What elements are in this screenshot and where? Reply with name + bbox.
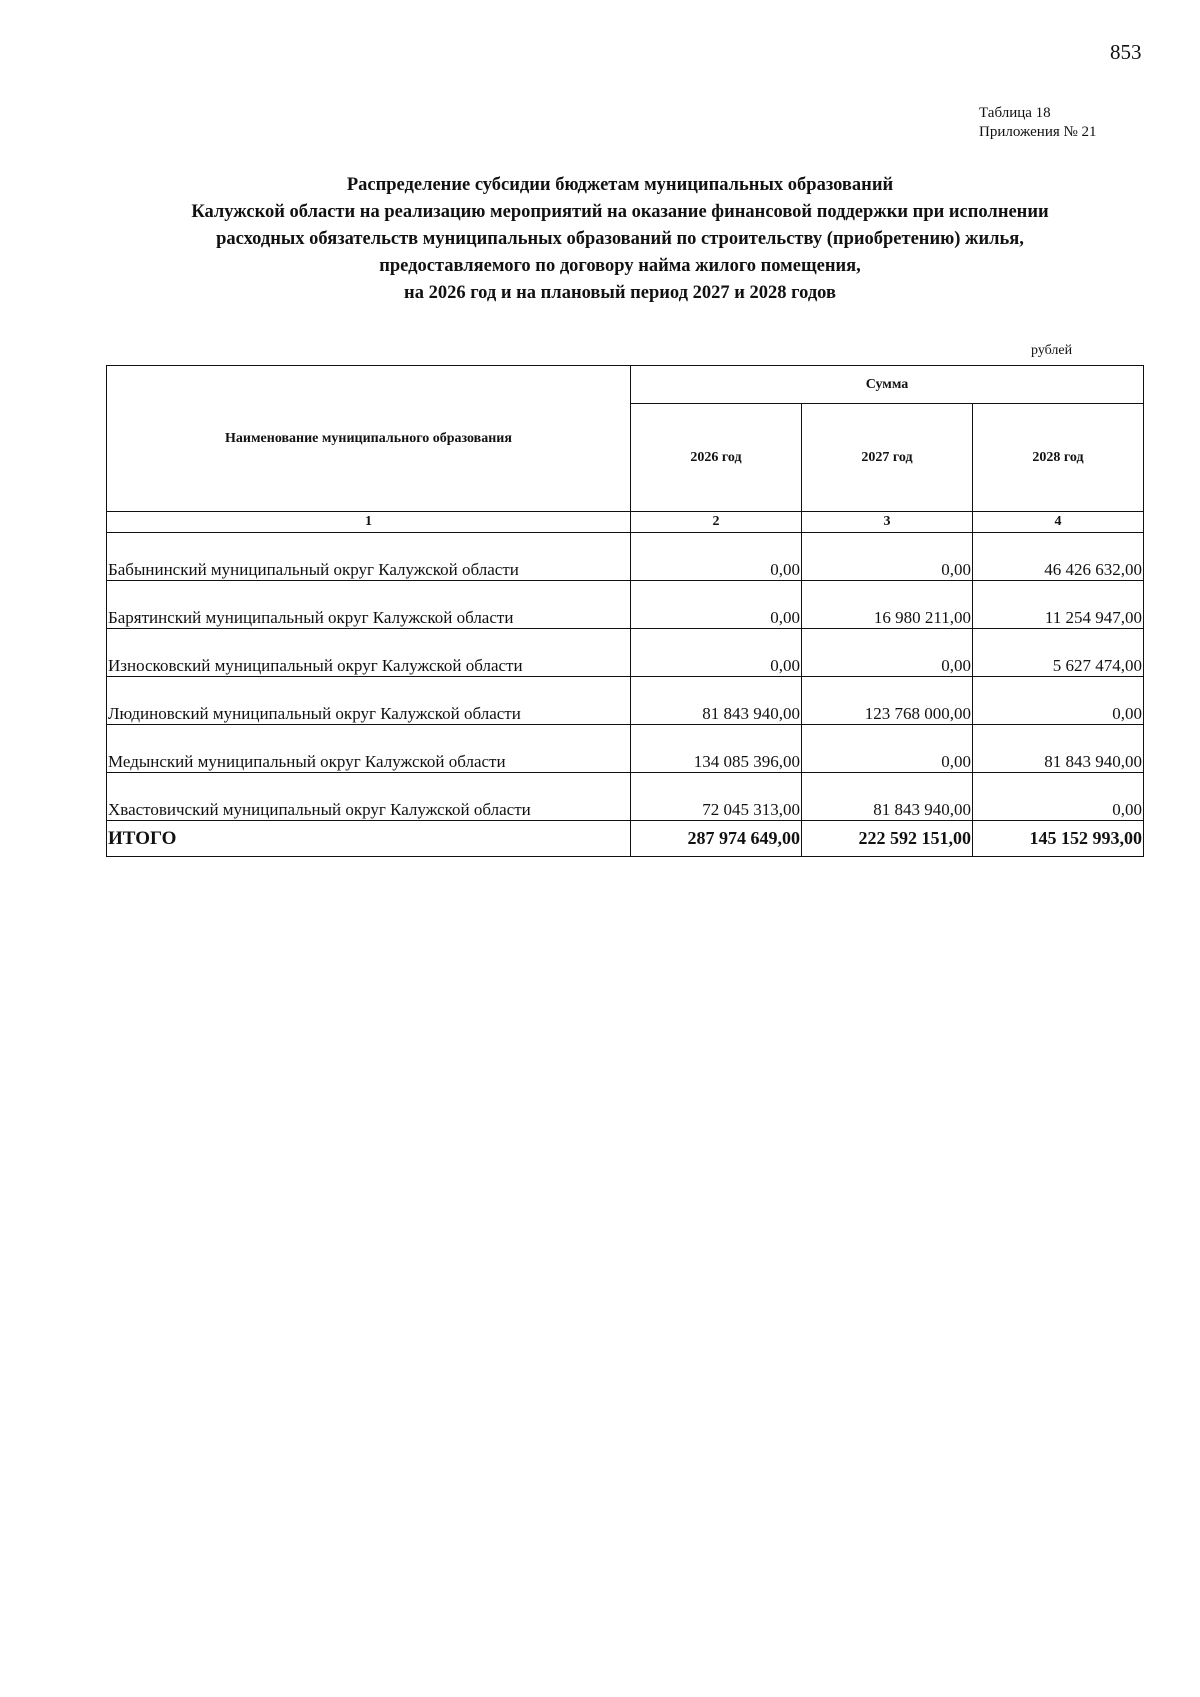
municipality-name: Медынский муниципальный округ Калужской области — [107, 725, 631, 773]
total-2028: 145 152 993,00 — [973, 821, 1144, 857]
value-2027: 0,00 — [802, 725, 973, 773]
table-row — [107, 629, 1144, 677]
value-2027: 0,00 — [802, 629, 973, 677]
header-year-2027: 2027 год — [802, 404, 973, 512]
municipality-name: Бабынинский муниципальный округ Калужской области — [107, 533, 631, 581]
value-2027: 16 980 211,00 — [802, 581, 973, 629]
table-row — [107, 533, 1144, 581]
municipality-name: Барятинский муниципальный округ Калужской области — [107, 581, 631, 629]
header-municipality-name: Наименование муниципального образования — [107, 366, 631, 512]
value-2028: 0,00 — [973, 773, 1144, 821]
total-row — [107, 821, 1144, 857]
value-2026: 0,00 — [631, 629, 802, 677]
value-2026: 81 843 940,00 — [631, 677, 802, 725]
title-line-4: предоставляемого по договору найма жилого помещения, — [379, 256, 861, 276]
table-reference — [979, 104, 1097, 142]
value-2026: 0,00 — [631, 581, 802, 629]
total-2026: 287 974 649,00 — [631, 821, 802, 857]
table-reference-line-2: Приложения № 21 — [979, 124, 1097, 140]
table-row — [107, 725, 1144, 773]
value-2028: 5 627 474,00 — [973, 629, 1144, 677]
value-2028: 81 843 940,00 — [973, 725, 1144, 773]
table-row — [107, 677, 1144, 725]
value-2028: 46 426 632,00 — [973, 533, 1144, 581]
table-reference-line-1: Таблица 18 — [979, 105, 1051, 121]
document-title — [60, 172, 1180, 307]
value-2028: 11 254 947,00 — [973, 581, 1144, 629]
column-number: 4 — [973, 512, 1144, 533]
municipality-name: Износковский муниципальный округ Калужской области — [107, 629, 631, 677]
column-numbers-row — [107, 512, 1144, 533]
title-line-3: расходных обязательств муниципальных образований по строительству (приобретению) жилья, — [216, 229, 1024, 249]
value-2026: 134 085 396,00 — [631, 725, 802, 773]
units-label: рублей — [1031, 343, 1073, 358]
column-number: 1 — [107, 512, 631, 533]
value-2026: 72 045 313,00 — [631, 773, 802, 821]
value-2027: 123 768 000,00 — [802, 677, 973, 725]
value-2026: 0,00 — [631, 533, 802, 581]
value-2027: 0,00 — [802, 533, 973, 581]
column-number: 3 — [802, 512, 973, 533]
municipality-name: Людиновский муниципальный округ Калужской области — [107, 677, 631, 725]
column-number: 2 — [631, 512, 802, 533]
subsidy-table — [106, 365, 1144, 857]
page-number: 853 — [1110, 40, 1142, 64]
header-sum: Сумма — [631, 366, 1144, 404]
table-row — [107, 773, 1144, 821]
table-row — [107, 581, 1144, 629]
title-line-2: Калужской области на реализацию мероприятий на оказание финансовой поддержки при исполнении — [191, 202, 1049, 222]
title-line-1: Распределение субсидии бюджетам муниципальных образований — [346, 175, 894, 195]
total-2027: 222 592 151,00 — [802, 821, 973, 857]
municipality-name: Хвастовичский муниципальный округ Калужской области — [107, 773, 631, 821]
value-2028: 0,00 — [973, 677, 1144, 725]
title-line-5: на 2026 год и на плановый период 2027 и 2028 годов — [404, 283, 836, 303]
header-year-2028: 2028 год — [973, 404, 1144, 512]
header-year-2026: 2026 год — [631, 404, 802, 512]
value-2027: 81 843 940,00 — [802, 773, 973, 821]
total-label: ИТОГО — [107, 821, 631, 857]
